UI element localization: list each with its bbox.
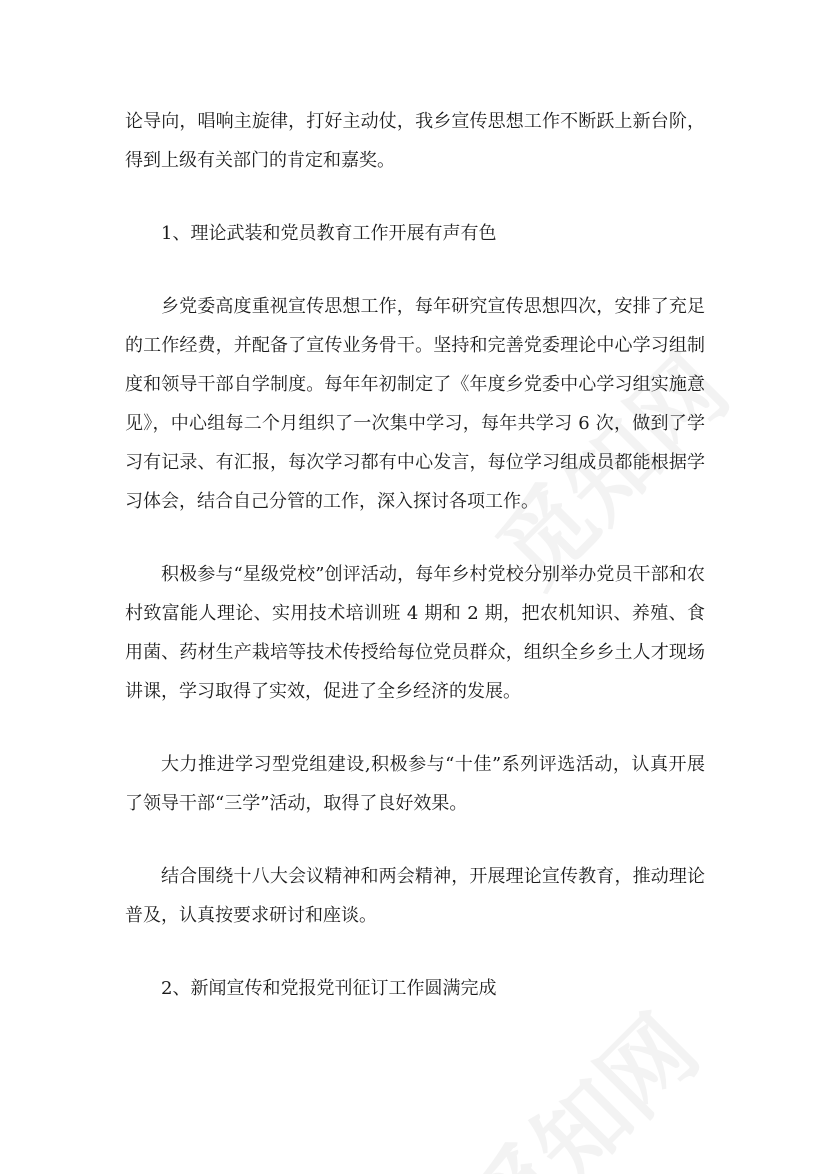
paragraph: 积极参与“星级党校”创评活动，每年乡村党校分别举办党员干部和农村致富能人理论、实用技术培训班 4 期和 2 期，把农机知识、养殖、食用菌、药材生产栽培等技术传授给每位党员群众，组织全乡乡土人才现场讲课，学习取得了实效，促进了全乡经济的发展。 (125, 564, 705, 702)
paragraph: 大力推进学习型党组建设,积极参与“十佳”系列评选活动，认真开展了领导干部“三学”活动，取得了良好效果。 (125, 754, 705, 814)
paragraph: 乡党委高度重视宣传思想工作，每年研究宣传思想四次，安排了充足的工作经费，并配备了宣传业务骨干。坚持和完善党委理论中心学习组制度和领导干部自学制度。每年年初制定了《年度乡党委中心学习组实施意见》，中心组每二个月组织了一次集中学习，每年共学习 6 次，做到了学习有记录、有汇报，每次学习都有中心发言，每位学习组成员都能根据学习体会，结合自己分管的工作，深入探讨各项工作。 (125, 296, 705, 512)
section-heading-1: 1、理论武装和党员教育工作开展有声有色 (161, 223, 497, 244)
section-heading-2: 2、新闻宣传和党报党刊征订工作圆满完成 (161, 978, 497, 999)
document-body (125, 102, 705, 1042)
paragraph: 结合围绕十八大会议精神和两会精神，开展理论宣传教育，推动理论普及，认真按要求研讨和座谈。 (125, 866, 705, 926)
paragraph-continuation: 论导向，唱响主旋律，打好主动仗，我乡宣传思想工作不断跃上新台阶，得到上级有关部门的肯定和嘉奖。 (125, 111, 705, 171)
